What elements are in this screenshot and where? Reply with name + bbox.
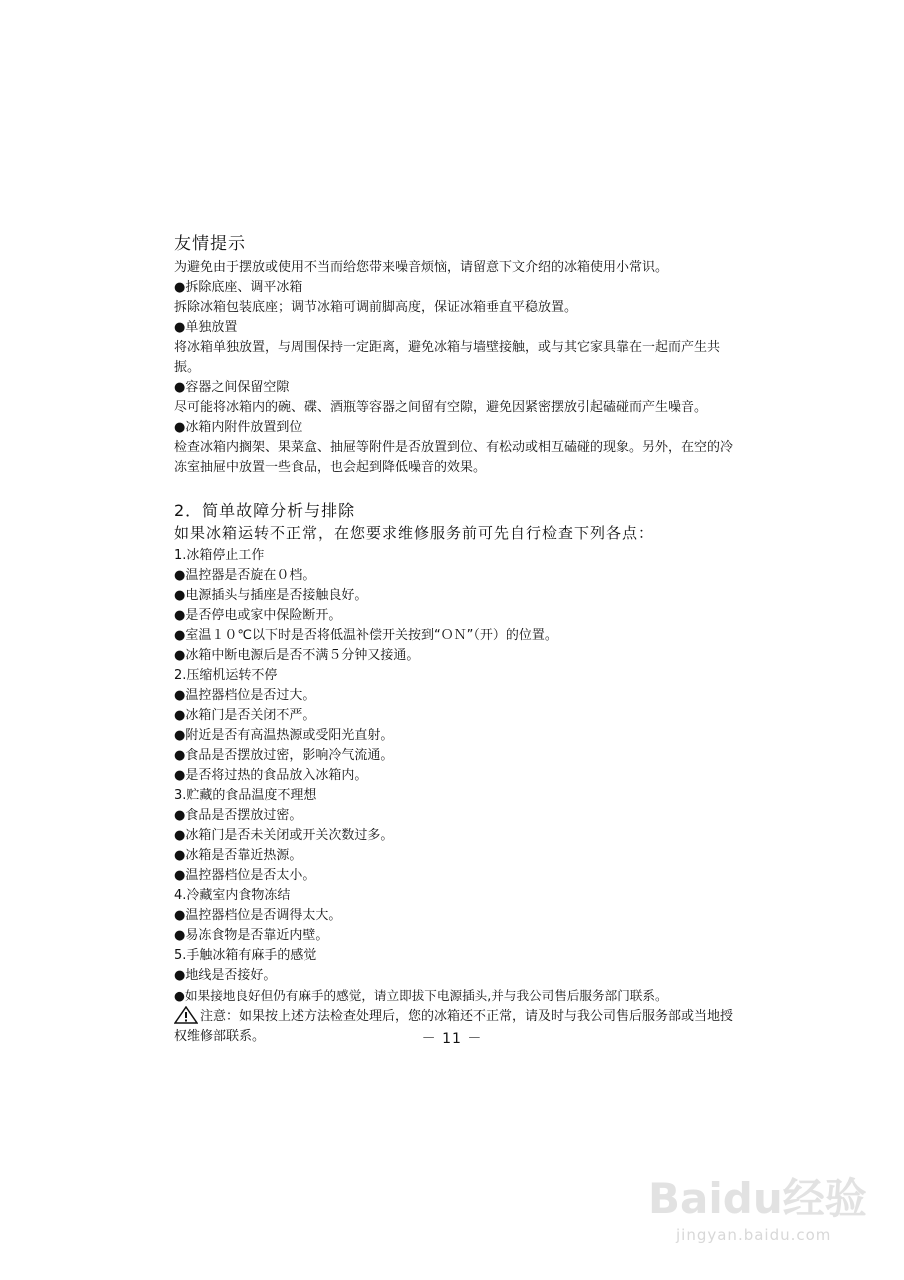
warning-icon xyxy=(174,1006,198,1024)
check-item: ● 室温１０℃以下时是否将低温补偿开关按到“ＯＮ”（开）的位置。 xyxy=(174,626,734,646)
check-item: ● 是否将过热的食品放入冰箱内。 xyxy=(174,766,734,786)
section-heading: 3.贮藏的食品温度不理想 xyxy=(174,788,317,803)
tips-title: 友情提示 xyxy=(174,234,246,254)
check-item: ● 如果接地良好但仍有麻手的感觉，请立即拔下电源插头,并与我公司售后服务部门联系。 xyxy=(174,986,734,1006)
check-item: ● 冰箱是否靠近热源。 xyxy=(174,846,734,866)
tip-text: 将冰箱单独放置，与周围保持一定距离，避免冰箱与墙壁接触，或与其它家具靠在一起而产生共振。 xyxy=(174,340,721,375)
baidu-watermark-logo: Baidu经验 xyxy=(648,1174,867,1223)
check-item: ● 电源插头与插座是否接触良好。 xyxy=(174,586,734,606)
tip-heading: ● 容器之间保留空隙 xyxy=(174,378,734,398)
section-heading: 5.手触冰箱有麻手的感觉 xyxy=(174,948,317,963)
tip-heading: ● 拆除底座、调平冰箱 xyxy=(174,278,734,298)
page-number: － 11 － xyxy=(421,1031,483,1047)
section-heading: 2.压缩机运转不停 xyxy=(174,668,278,683)
check-item: ● 冰箱中断电源后是否不满５分钟又接通。 xyxy=(174,646,734,666)
check-item: ● 冰箱门是否未关闭或开关次数过多。 xyxy=(174,826,734,846)
check-item: ● 冰箱门是否关闭不严。 xyxy=(174,706,734,726)
check-item: ● 食品是否摆放过密，影响冷气流通。 xyxy=(174,746,734,766)
tip-text: 检查冰箱内搁架、果菜盒、抽屉等附件是否放置到位、有松动或相互磕碰的现象。另外，在空的冷冻室抽屉中放置一些食品，也会起到降低噪音的效果。 xyxy=(174,440,734,475)
tip-text: 拆除冰箱包装底座；调节冰箱可调前脚高度，保证冰箱垂直平稳放置。 xyxy=(174,300,578,315)
troubleshoot-title: 2．简单故障分析与排除 xyxy=(174,501,356,520)
check-item: ● 食品是否摆放过密。 xyxy=(174,806,734,826)
troubleshoot-subtitle: 如果冰箱运转不正常，在您要求维修服务前可先自行检查下列各点： xyxy=(174,524,655,542)
check-item: ● 温控器档位是否太小。 xyxy=(174,866,734,886)
check-item: ● 温控器是否旋在０档。 xyxy=(174,566,734,586)
check-item: ● 温控器档位是否过大。 xyxy=(174,686,734,706)
check-item: ● 地线是否接好。 xyxy=(174,966,734,986)
tip-heading: ● 冰箱内附件放置到位 xyxy=(174,418,734,438)
tip-text: 尽可能将冰箱内的碗、碟、酒瓶等容器之间留有空隙，避免因紧密摆放引起磕碰而产生噪音。 xyxy=(174,400,708,415)
manual-page xyxy=(174,232,734,1047)
warning-text: 注意：如果按上述方法检查处理后，您的冰箱还不正常，请及时与我公司售后服务部或当地授权维修部联系。 xyxy=(174,1009,734,1044)
watermark-url: jingyan.baidu.com xyxy=(676,1226,832,1244)
tip-heading: ● 单独放置 xyxy=(174,318,734,338)
check-item: ● 是否停电或家中保险断开。 xyxy=(174,606,734,626)
check-item: ● 温控器档位是否调得太大。 xyxy=(174,906,734,926)
section-heading: 4.冷藏室内食物冻结 xyxy=(174,888,291,903)
check-item: ● 附近是否有高温热源或受阳光直射。 xyxy=(174,726,734,746)
tips-intro: 为避免由于摆放或使用不当而给您带来噪音烦恼，请留意下文介绍的冰箱使用小常识。 xyxy=(174,260,669,275)
section-heading: 1.冰箱停止工作 xyxy=(174,548,265,563)
check-item: ● 易冻食物是否靠近内壁。 xyxy=(174,926,734,946)
